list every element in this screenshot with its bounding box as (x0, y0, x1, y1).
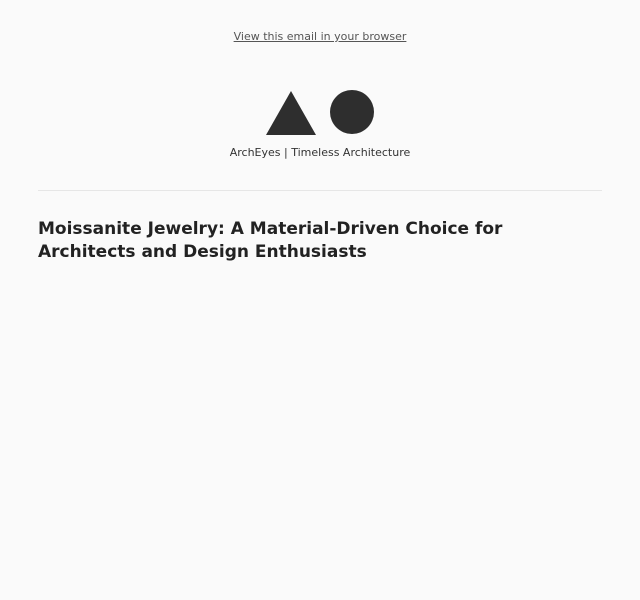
archeyes-logo[interactable] (0, 90, 640, 135)
article-title[interactable]: Moissanite Jewelry: A Material-Driven Choice for Architects and Design Enthusiasts (38, 219, 503, 262)
circle-icon (330, 90, 374, 134)
brand-tagline: ArchEyes | Timeless Architecture (229, 146, 411, 159)
view-in-browser-link[interactable]: View this email in your browser (233, 30, 407, 43)
header-divider (38, 190, 602, 191)
triangle-icon (266, 91, 316, 135)
